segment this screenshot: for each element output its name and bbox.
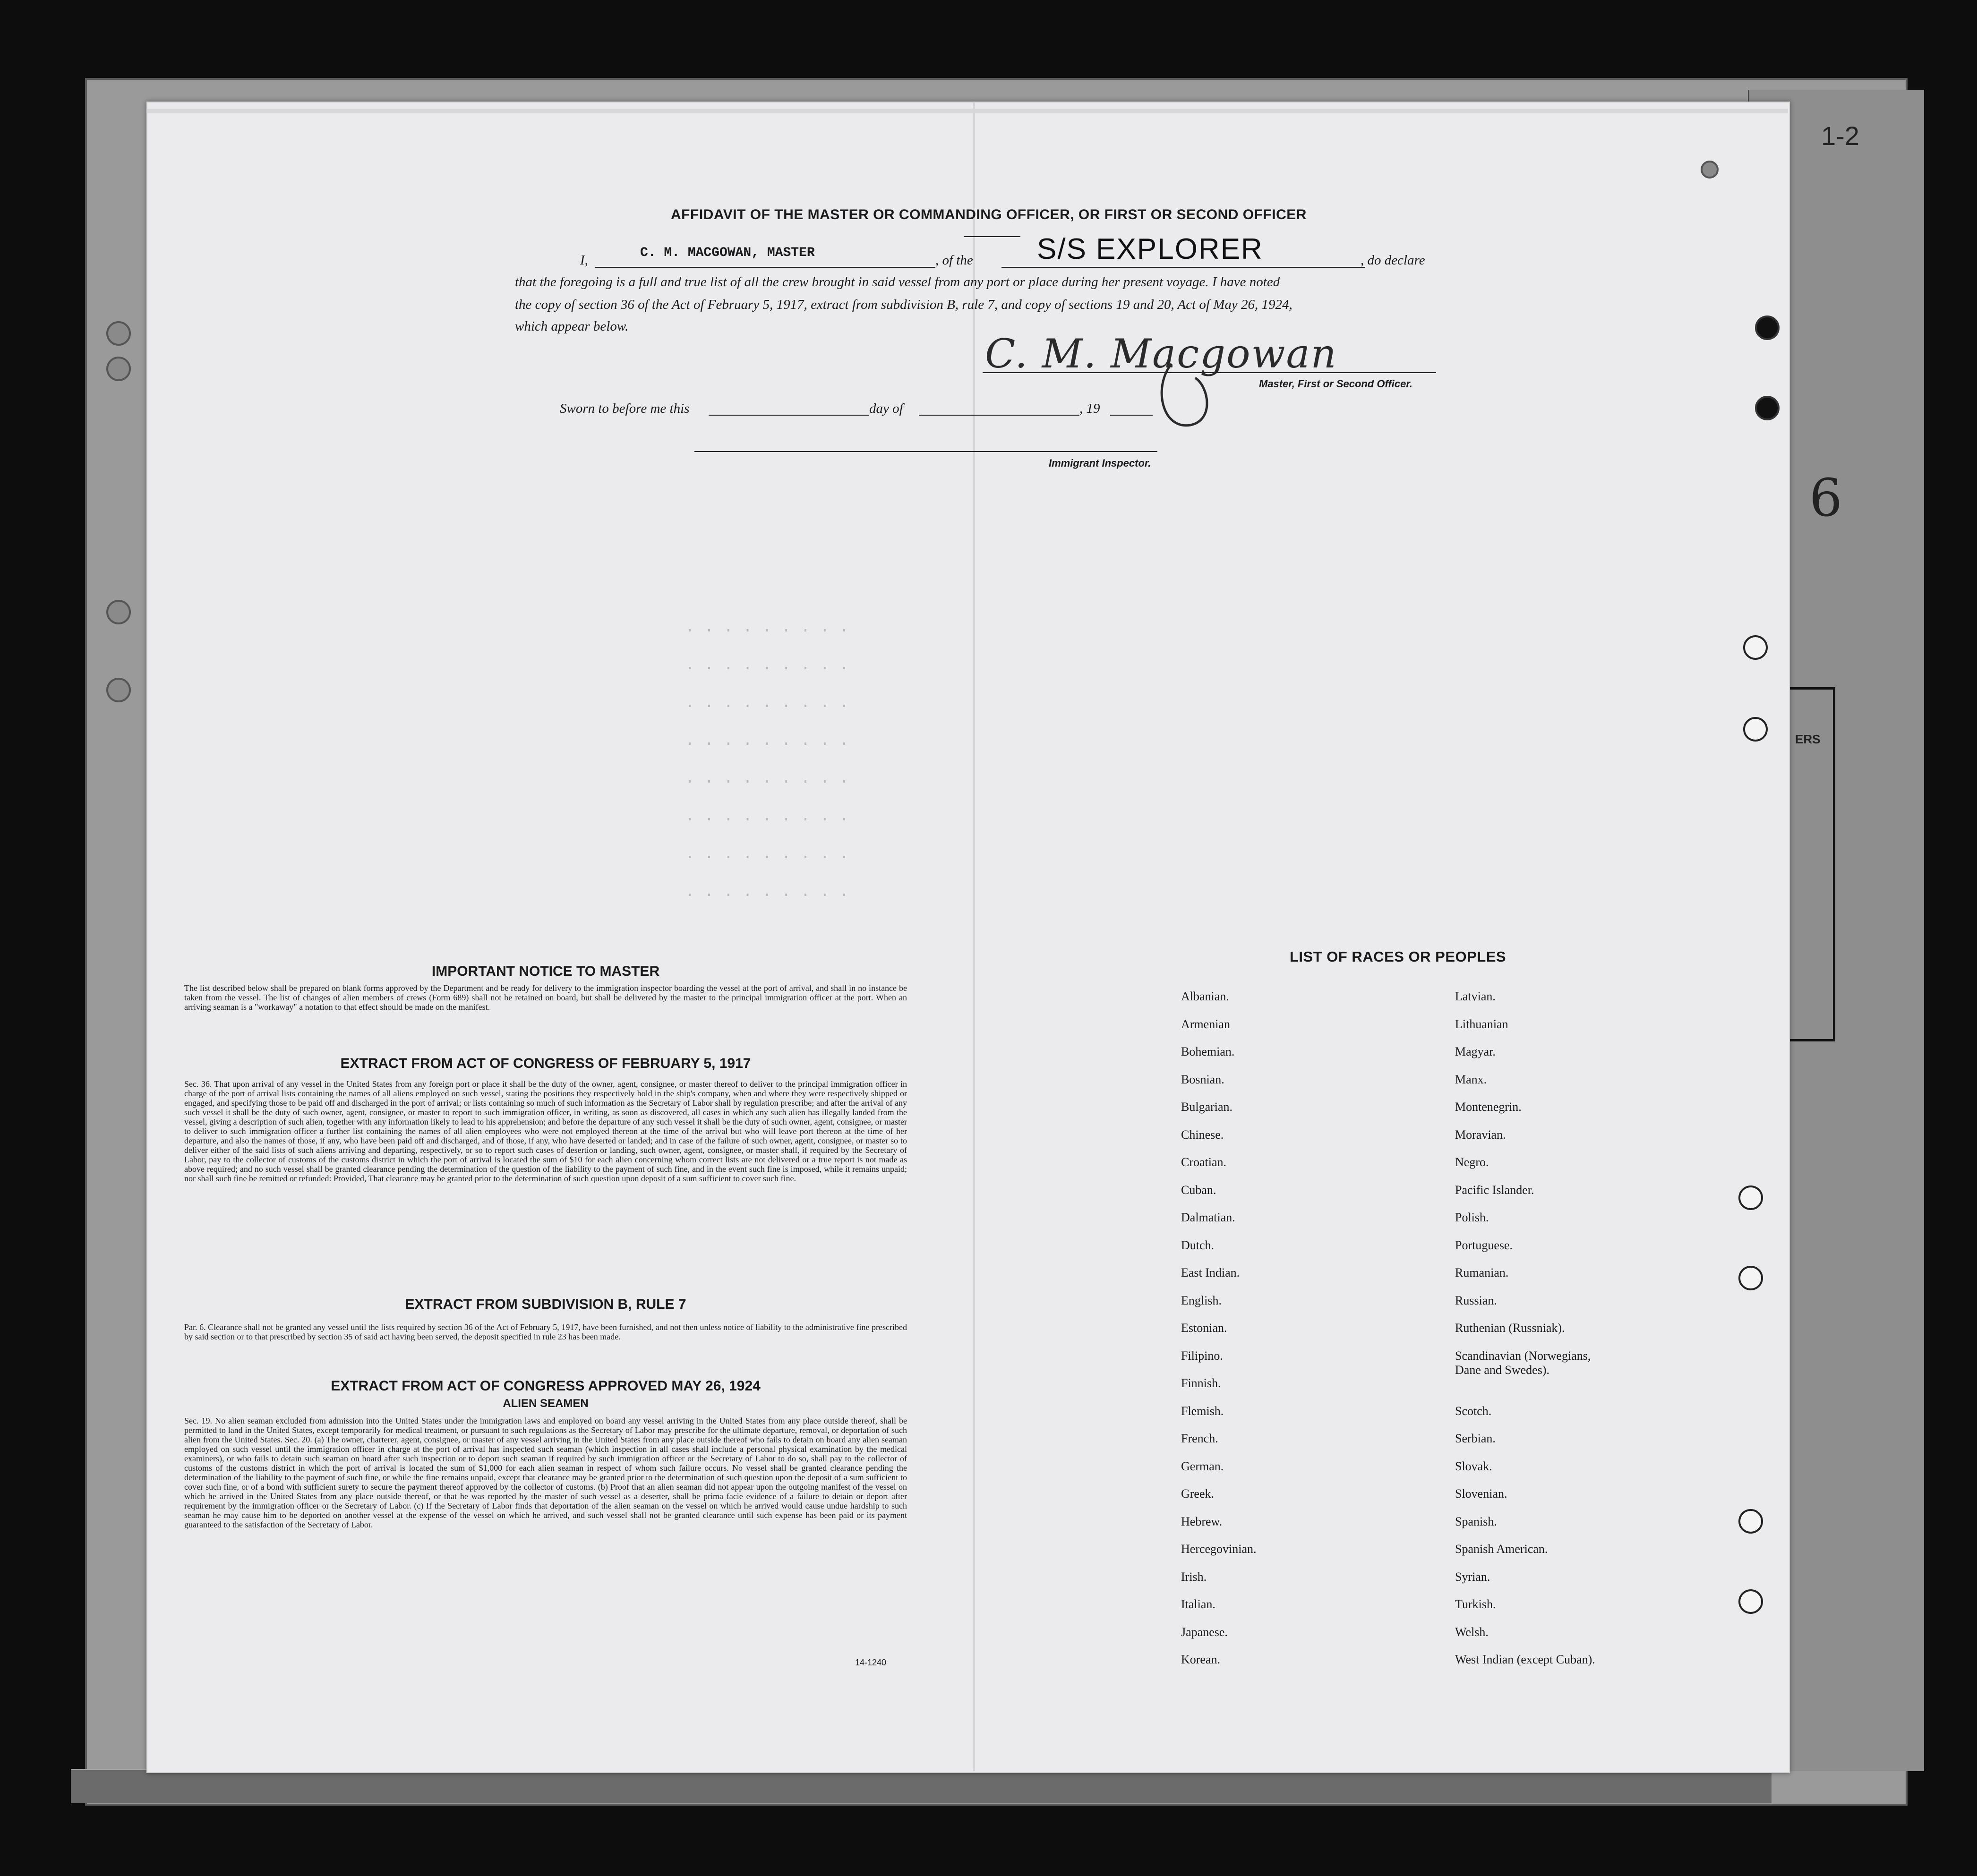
race-item: Finnish. xyxy=(1181,1376,1221,1390)
race-item: Albanian. xyxy=(1181,989,1229,1003)
race-item: Bulgarian. xyxy=(1181,1100,1233,1114)
race-item: Armenian xyxy=(1181,1017,1230,1031)
race-item: Slovenian. xyxy=(1455,1487,1507,1501)
punch-hole xyxy=(106,321,131,346)
tab-box xyxy=(1786,687,1835,1041)
race-item: Greek. xyxy=(1181,1487,1215,1501)
punch-hole xyxy=(106,357,131,381)
punch-hole xyxy=(1701,161,1719,179)
race-item: Lithuanian xyxy=(1455,1017,1508,1031)
race-item: Scandinavian (Norwegians, xyxy=(1455,1348,1591,1363)
bleed-through-text: . . . . . . . . . xyxy=(685,694,849,712)
affidavit-line-3: the copy of section 36 of the Act of February 5, 1917, extract from subdivision B, rule 7, and copy of sections 19 and 20, Act of May 26, 1924, xyxy=(515,297,1292,312)
punch-hole xyxy=(1755,396,1780,420)
race-item: Montenegrin. xyxy=(1455,1100,1522,1114)
race-item: Magyar. xyxy=(1455,1045,1496,1058)
vessel-line xyxy=(1001,267,1365,268)
master-signature: C. M. Macgowan xyxy=(985,331,1337,377)
of-the-label: , of the xyxy=(935,253,973,268)
race-item: Spanish. xyxy=(1455,1514,1497,1528)
affidavit-title: AFFIDAVIT OF THE MASTER OR COMMANDING OFFICER, OR FIRST OR SECOND OFFICER xyxy=(671,207,1307,222)
race-item: Filipino. xyxy=(1181,1348,1223,1363)
race-item: Chinese. xyxy=(1181,1127,1224,1142)
day-of-label: day of xyxy=(869,401,903,416)
bleed-through-text: . . . . . . . . . xyxy=(685,732,849,750)
race-item: West Indian (except Cuban). xyxy=(1455,1653,1595,1666)
race-item: German. xyxy=(1181,1459,1224,1473)
sworn-label: Sworn to before me this xyxy=(560,401,690,416)
race-item: Moravian. xyxy=(1455,1127,1506,1142)
sworn-day-line xyxy=(709,415,869,416)
race-item: Scotch. xyxy=(1455,1404,1492,1418)
punch-hole xyxy=(1738,1589,1763,1614)
signature-flourish xyxy=(1153,359,1228,435)
vessel-name: S/S EXPLORER xyxy=(1037,233,1263,265)
race-item: Flemish. xyxy=(1181,1404,1224,1418)
handwritten-digit: 6 xyxy=(1809,468,1842,528)
punch-hole xyxy=(106,678,131,702)
master-caption: Master, First or Second Officer. xyxy=(1259,378,1412,390)
race-item: Turkish. xyxy=(1455,1597,1496,1611)
notice-text: The list described below shall be prepared on blank forms approved by the Department and be ready for delivery to the immigration inspector boarding the vessel at the port of arrival, and shall in no instance be taken from the vessel. The list of changes of alien members of crews (Form 689) shall not be retained on board, but shall be delivered by the master to the principal immigration officer at the port. When an arriving seaman is a "workaway" a notation to that effect should be made on the manifest. xyxy=(184,983,907,1012)
year-prefix: , 19 xyxy=(1079,401,1100,416)
punch-hole xyxy=(1738,1185,1763,1210)
affidavit-i-label: I, xyxy=(580,253,588,268)
race-item: English. xyxy=(1181,1293,1222,1307)
tab-label: ERS xyxy=(1795,732,1821,746)
punch-hole xyxy=(1738,1509,1763,1534)
extract-1917-heading: EXTRACT FROM ACT OF CONGRESS OF FEBRUARY 5, 1917 xyxy=(340,1056,751,1071)
race-item: Latvian. xyxy=(1455,989,1496,1003)
race-item: Dutch. xyxy=(1181,1238,1215,1252)
inspector-caption: Immigrant Inspector. xyxy=(1049,457,1151,469)
race-item: Manx. xyxy=(1455,1072,1487,1086)
races-heading: LIST OF RACES OR PEOPLES xyxy=(1290,948,1506,965)
race-item: Croatian. xyxy=(1181,1155,1227,1169)
race-item: Irish. xyxy=(1181,1569,1207,1584)
bleed-through-text: . . . . . . . . . xyxy=(685,845,849,863)
do-declare-label: , do declare xyxy=(1361,253,1425,268)
page-top-strip xyxy=(146,109,1788,113)
extract-1924-subheading: ALIEN SEAMEN xyxy=(503,1397,589,1410)
punch-hole xyxy=(1738,1266,1763,1290)
race-item: Serbian. xyxy=(1455,1432,1496,1445)
bleed-through-text: . . . . . . . . . xyxy=(685,619,849,637)
race-item: Russian. xyxy=(1455,1293,1497,1307)
race-item: Ruthenian (Russniak). xyxy=(1455,1321,1565,1335)
page-number-mark: 1-2 xyxy=(1821,121,1859,151)
inspector-line xyxy=(694,451,1157,452)
affidavit-line-4: which appear below. xyxy=(515,319,629,334)
page-stack-edge xyxy=(71,1769,1772,1803)
race-item: Spanish American. xyxy=(1455,1542,1548,1556)
signature-line xyxy=(983,372,1436,373)
punch-hole xyxy=(1743,717,1768,742)
race-item: Bosnian. xyxy=(1181,1072,1224,1086)
bleed-through-text: . . . . . . . . . xyxy=(685,883,849,901)
race-item: Italian. xyxy=(1181,1597,1215,1611)
subdivision-b-text: Par. 6. Clearance shall not be granted any vessel until the lists required by section 36 of the Act of February 5, 1917, have been furnished, and not then unless notice of liability to the administrative fine prescribed by said section or to that prescribed by section 35 of said act having been served, the deposit specified in rule 23 has been made. xyxy=(184,1322,907,1341)
race-item: Rumanian. xyxy=(1455,1266,1509,1279)
top-short-rule xyxy=(964,236,1020,237)
extract-1924-text: Sec. 19. No alien seaman excluded from admission into the United States under the immigration laws and employed on board any vessel arriving in the United States from any place outside thereof, shall be permitted to land in the United States, except temporarily for medical treatment, or pursuant to such regulations as the Secretary of Labor may prescribe for the ultimate departure, removal, or deportation of such alien from the United States. Sec. 20. (a) The owner, charterer, agent, consignee, or master of any vessel arriving in the United States from any place outside thereof who fails to detain on board any alien seaman employed on such vessel until the immigration officer in charge at the port of arrival has inspected such seaman (which inspection in all cases shall include a personal physical examination by the medical examiners), or who fails to detain such seaman on board after such inspection or to deport such seaman if required by such immigration officer or the Secretary of Labor to do so, shall pay to the collector of customs of the customs district in which the port of arrival is located the sum of $1,000 for each alien seaman in respect of whom such failure occurs. No vessel shall be granted clearance pending the determination of the liability to the payment of such fine, or while the fine remains unpaid, except that clearance may be granted prior to the determination of such question upon the deposit of a sum sufficient to cover such fine, or of a bond with sufficient surety to secure the payment thereof approved by the collector of customs. (b) Proof that an alien seaman did not appear upon the outgoing manifest of the vessel on which he arrived in the United States from any place outside thereof, or that he was reported by the master of such vessel as a deserter, shall be prima facie evidence of a failure to detain or deport after requirement by the immigration officer or the Secretary of Labor. (c) If the Secretary of Labor finds that deportation of the alien seaman on the vessel on which he arrived would cause undue hardship to such seaman he may cause him to be deported on another vessel at the expense of the vessel on which he arrived, and such vessel shall not be granted clearance until such expense has been paid or its payment guaranteed to the satisfaction of the Secretary of Labor. xyxy=(184,1416,907,1529)
subdivision-b-heading: EXTRACT FROM SUBDIVISION B, RULE 7 xyxy=(405,1296,686,1312)
race-item: Welsh. xyxy=(1455,1625,1489,1639)
race-item: Estonian. xyxy=(1181,1321,1227,1335)
affidavit-line-2: that the foregoing is a full and true list of all the crew brought in said vessel from any port or place during her present voyage. I have noted xyxy=(515,274,1280,290)
race-item: Negro. xyxy=(1455,1155,1489,1169)
race-item: East Indian. xyxy=(1181,1266,1240,1279)
race-item: Polish. xyxy=(1455,1211,1489,1224)
race-item: Japanese. xyxy=(1181,1625,1228,1639)
extract-1917-text: Sec. 36. That upon arrival of any vessel in the United States from any foreign port or place it shall be the duty of the owner, agent, consignee, or master thereof to deliver to the principal immigration officer in charge of the port of arrival lists containing the names of all aliens employed on such vessel, stating the positions they respectively hold in the ship's company, when and where they were respectively shipped or engaged, and specifying those to be paid off and discharged in the port of arrival; or lists containing so much of such information as the Secretary of Labor shall by regulation prescribe; and after the arrival of any such vessel it shall be the duty of such owner, agent, consignee, or master to report to such immigration officer, in writing, as soon as discovered, all cases in which any such alien has illegally landed from the vessel, giving a description of such alien, together with any information likely to lead to his apprehension; and before the departure of any such vessel it shall be the duty of such owner, agent, consignee, or master to deliver to such immigration officer a further list containing the names of all alien employees who were not employed thereon at the time of the arrival but who will leave port thereon at the time of her departure, and also the names of those, if any, who have been paid off and discharged, and of those, if any, who have deserted or landed; and in case of the failure of such owner, agent, consignee, or master so to deliver either of the said lists of such aliens arriving and departing, respectively, or so to report such cases of desertion or landing, such owner, agent, consignee, or master shall, if required by the Secretary of Labor, pay to the collector of customs of the customs district in which the port of arrival is located the sum of $10 for each alien concerning whom correct lists are not delivered or a true report is not made as above required; and no such vessel shall be granted clearance pending the determination of the question of the liability to the payment of such fine, and in the event such fine is imposed, while it remains unpaid; nor shall such fine be remitted or refunded: Provided, That clearance may be granted prior to the determination of such question upon deposit of a sum sufficient to cover such fine. xyxy=(184,1079,907,1183)
race-item: Pacific Islander. xyxy=(1455,1183,1534,1197)
master-name: C. M. MACGOWAN, MASTER xyxy=(640,246,815,260)
master-name-line xyxy=(595,267,935,268)
race-item: Hebrew. xyxy=(1181,1514,1223,1528)
bleed-through-text: . . . . . . . . . xyxy=(685,657,849,674)
race-item: Bohemian. xyxy=(1181,1045,1235,1058)
bleed-through-text: . . . . . . . . . xyxy=(685,770,849,788)
bleed-through-text: . . . . . . . . . xyxy=(685,808,849,826)
race-item: Korean. xyxy=(1181,1653,1221,1666)
race-item: Slovak. xyxy=(1455,1459,1492,1473)
race-item: Cuban. xyxy=(1181,1183,1216,1197)
fold-line xyxy=(973,102,975,1771)
extract-1924-heading: EXTRACT FROM ACT OF CONGRESS APPROVED MAY 26, 1924 xyxy=(331,1378,761,1394)
race-item: French. xyxy=(1181,1432,1218,1445)
race-item: Hercegovinian. xyxy=(1181,1542,1257,1556)
sworn-year-line xyxy=(1110,415,1153,416)
punch-hole xyxy=(1743,635,1768,660)
punch-hole xyxy=(106,600,131,624)
race-item: Dalmatian. xyxy=(1181,1211,1235,1224)
race-item: Portuguese. xyxy=(1455,1238,1513,1252)
punch-hole xyxy=(1755,316,1780,340)
race-item: Syrian. xyxy=(1455,1569,1490,1584)
sworn-month-line xyxy=(919,415,1079,416)
form-number: 14-1240 xyxy=(855,1658,887,1667)
race-item: Dane and Swedes). xyxy=(1455,1363,1549,1377)
notice-heading: IMPORTANT NOTICE TO MASTER xyxy=(431,964,660,979)
